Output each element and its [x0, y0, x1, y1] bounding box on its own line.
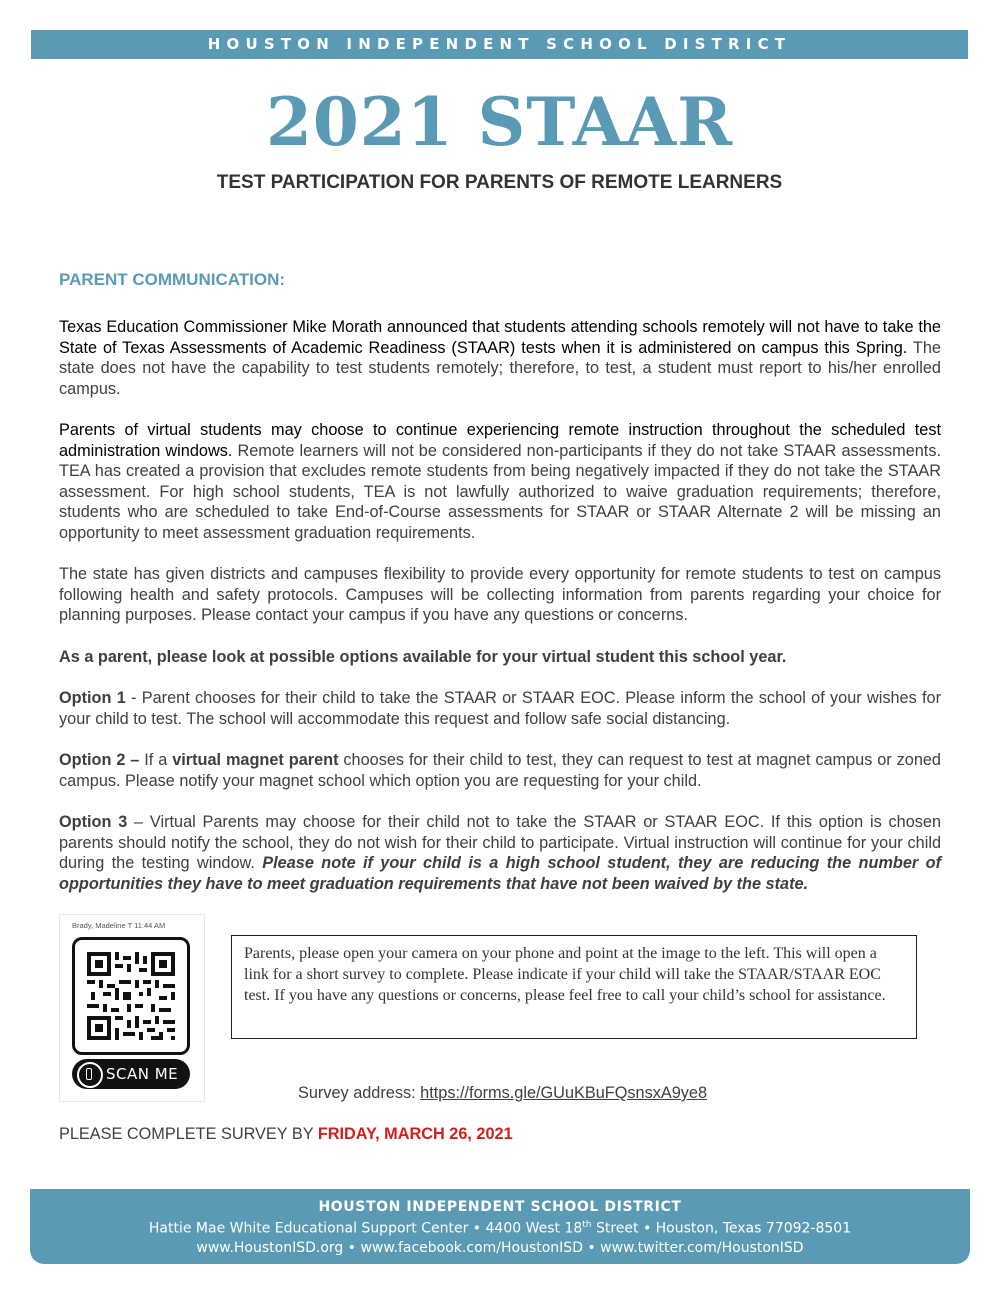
- paragraph-lead: Parents of virtual students may choose to continue experiencing remote instruction throughout the scheduled test administration windows.: [59, 421, 941, 460]
- survey-instructions-text: Parents, please open your camera on your phone and point at the image to the left. This will open a link for a short survey to complete. Please indicate if your child will take the STAAR/STAAR EOC test. If you have any questions or concerns, please feel free to call your child’s school for assistance.: [244, 945, 886, 1004]
- footer-district-name: HOUSTON INDEPENDENT SCHOOL DISTRICT: [318, 1199, 682, 1215]
- paragraph-flexibility: The state has given districts and campuses flexibility to provide every opportunity for remote students to test on campus following health and safety protocols. Campuses will be collecting information from parents regarding your choice for planning purposes. Please contact your campus if you have any questions or concerns.: [59, 565, 941, 624]
- option-prefix: If a: [139, 751, 173, 769]
- option-1: [59, 688, 941, 729]
- option-label: Option 1: [59, 689, 126, 707]
- paragraph-rest: The state does not have the capability to test students remotely; therefore, to test, a student must report to his/her enrolled campus.: [59, 338, 941, 398]
- qr-header: Brady, Madeline T 11:44 AM: [72, 921, 166, 930]
- paragraph-virtual-students: [59, 420, 941, 543]
- footer-address-sup: th: [582, 1220, 592, 1230]
- paragraph-rest: Remote learners will not be considered non-participants if they do not take STAAR assessments. TEA has created a provision that excludes remote students from being negatively impacted if they do not take the STAAR assessment. For high school students, TEA is not lawfully authorized to waive graduation requirements; therefore, students who are scheduled to take End-of-Course assessments for STAAR or STAAR Alternate 2 will be missing an opportunity to meet assessment graduation requirements.: [59, 441, 941, 542]
- option-text: chooses for their child to test, they can request to test at magnet campus or zoned campus. Please notify your magnet school which option you are requesting for your child.: [59, 751, 941, 790]
- paragraph-options-intro: As a parent, please look at possible options available for your virtual student this school year.: [59, 648, 787, 666]
- qr-code-icon: [87, 952, 175, 1040]
- page-title: 2021 STAAR: [265, 83, 734, 161]
- paragraph-lead: Texas Education Commissioner Mike Morath announced that students attending schools remotely will not have to take the State of Texas Assessments of Academic Readiness (STAAR) tests when it is administered on campus this Spring.: [59, 318, 941, 357]
- phone-icon: [77, 1062, 103, 1088]
- option-text: Parent chooses for their child to take the STAAR or STAAR EOC. Please inform the school of your wishes for your child to test. The school will accommodate this request and follow safe social distancing.: [59, 689, 941, 728]
- option-2: [59, 750, 941, 791]
- option-emphasis: Please note if your child is a high school student, they are reducing the number of opportunities they have to meet graduation requirements that have not been waived by the state.: [59, 854, 941, 893]
- option-separator: -: [125, 689, 142, 707]
- qr-code-frame[interactable]: [72, 937, 190, 1055]
- page-subtitle: TEST PARTICIPATION FOR PARENTS OF REMOTE LEARNERS: [216, 172, 783, 193]
- option-3: [59, 812, 941, 894]
- survey-address-label: Survey address:: [298, 1084, 421, 1102]
- section-heading: PARENT COMMUNICATION:: [59, 270, 286, 289]
- deadline-date: FRIDAY, MARCH 26, 2021: [317, 1125, 513, 1143]
- option-label: Option 2 –: [59, 751, 140, 769]
- paragraph-announcement: [59, 317, 941, 399]
- district-banner: HOUSTON INDEPENDENT SCHOOL DISTRICT: [31, 30, 968, 59]
- footer-address-part1: Hattie Mae White Educational Support Center • 4400 West 18: [148, 1220, 583, 1237]
- scan-me-badge[interactable]: [72, 1059, 190, 1089]
- scan-me-label: SCAN ME: [106, 1065, 179, 1083]
- survey-instructions-box: [231, 935, 917, 1039]
- footer-links: www.HoustonISD.org • www.facebook.com/HoustonISD • www.twitter.com/HoustonISD: [196, 1240, 804, 1256]
- deadline-text: PLEASE COMPLETE SURVEY BY: [59, 1125, 318, 1143]
- option-bold-phrase: virtual magnet parent: [172, 751, 339, 769]
- option-text: Virtual Parents may choose for their child not to take the STAAR or STAAR EOC. If this option is chosen parents should notify the school, they do not wish for their child to participate. Virtual instruction will continue for your child during the testing window.: [59, 813, 941, 872]
- survey-deadline: [59, 1125, 513, 1144]
- survey-link[interactable]: https://forms.gle/GUuKBuFQsnsxA9ye8: [420, 1084, 708, 1102]
- option-separator: –: [127, 813, 150, 831]
- survey-address: [298, 1084, 707, 1103]
- qr-code-card[interactable]: [59, 914, 205, 1102]
- footer-address: [30, 1220, 970, 1237]
- footer-address-part2: Street • Houston, Texas 77092-8501: [591, 1220, 852, 1237]
- option-label: Option 3: [59, 813, 128, 831]
- footer: [30, 1189, 970, 1264]
